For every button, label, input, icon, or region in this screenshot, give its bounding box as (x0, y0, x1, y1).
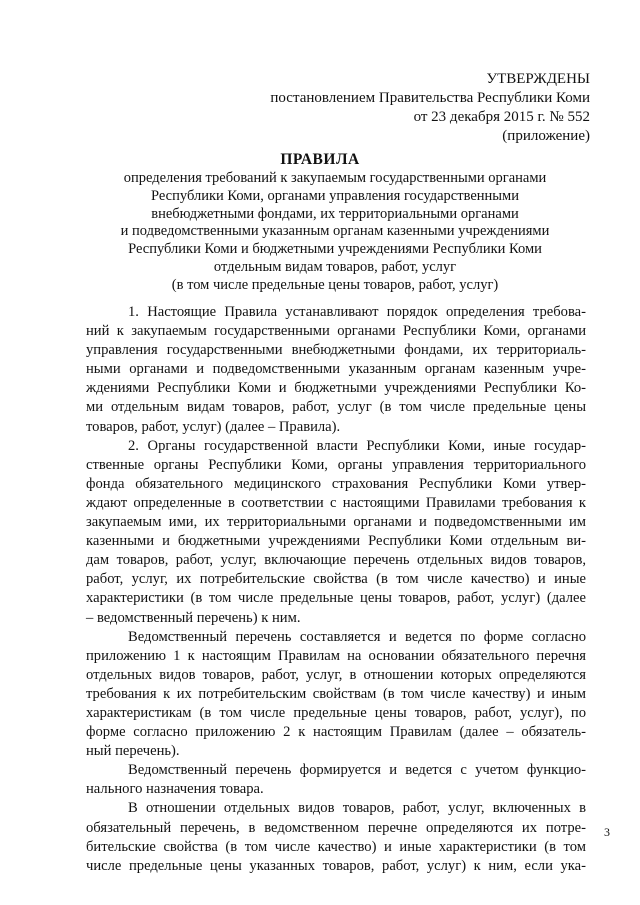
paragraph-line: ний к закупаемым государственными органами Республики Коми, органами (86, 323, 586, 340)
paragraph-line: 1. Настоящие Правила устанавливают порядок определения требова- (128, 304, 586, 320)
approval-date: от 23 декабря 2015 г. № 552 (413, 109, 590, 125)
paragraph-line: Ведомственный перечень формируется и ведется с учетом функцио- (128, 762, 586, 779)
paragraph-line: работ, услуг, их потребительские свойства (в том числе качество) и иные (86, 571, 586, 588)
subtitle-line: Республики Коми и бюджетными учреждениями Республики Коми (128, 241, 542, 258)
subtitle-line: (в том числе предельные цены товаров, работ, услуг) (171, 276, 499, 293)
paragraph (86, 799, 586, 875)
subtitle-line: внебюджетными фондами, их территориальными органами (151, 205, 519, 222)
paragraph-line: – ведомственный перечень) к ним. (86, 609, 301, 626)
paragraph-line: требования к их потребительским свойствам (в том числе качеству) и иным (86, 685, 586, 702)
paragraph-line: В отношении отдельных видов товаров, работ, услуг, включенных в (128, 800, 586, 817)
document-subtitle (95, 170, 575, 295)
paragraph-line: ными органами и подведомственными указанным органам казенным учре- (86, 361, 586, 378)
subtitle-line: Республики Коми, органами управления государственными (151, 187, 519, 204)
paragraph-line: числе предельные цены указанных товаров, работ, услуг) к ним, если ука- (86, 857, 586, 874)
paragraph-line: бительские свойства (в том числе качество) и иные характеристики (в том (86, 838, 586, 855)
approval-appendix: (приложение) (502, 128, 590, 144)
paragraph-line: ждают определенные в соответствии с настоящими Правилами требования к (86, 494, 586, 511)
paragraph (86, 437, 586, 628)
paragraph-line: форме согласно приложению 2 к настоящим Правилам (далее – обязатель- (86, 724, 586, 741)
paragraph-line: ный перечень). (86, 743, 180, 760)
paragraph-line: 2. Органы государственной власти Республики Коми, иные государ- (128, 437, 586, 454)
document-body (86, 303, 586, 876)
paragraph-line: отдельных видов товаров, работ, услуг, в отношении которых определяются (86, 666, 586, 683)
paragraph-line: дам товаров, работ, услуг, включающие перечень отдельных видов товаров, (86, 552, 586, 569)
paragraph-line: закупаемым ими, их территориальными органами и подведомственными им (86, 514, 586, 531)
approval-decree: постановлением Правительства Республики Коми (270, 90, 590, 106)
document-title: ПРАВИЛА (280, 151, 360, 168)
paragraph-line: казенными и бюджетными учреждениями Республики Коми отдельным ви- (86, 533, 586, 550)
paragraph-line: характеристики (в том числе предельные цены товаров, работ, услуг) (далее (86, 590, 586, 607)
subtitle-line: отдельным видам товаров, работ, услуг (213, 258, 457, 275)
paragraph-line: Ведомственный перечень составляется и ведется по форме согласно (128, 628, 586, 645)
paragraph-line: фонда обязательного медицинского страхования Республики Коми утвер- (86, 475, 586, 492)
paragraph (86, 303, 586, 437)
subtitle-line: определения требований к закупаемым государственными органами (123, 170, 547, 186)
paragraph-line: ждениями Республики Коми и бюджетными учреждениями Республики Ко- (86, 380, 586, 397)
paragraph-line: управления государственными внебюджетными фондами, их территориаль- (86, 342, 586, 359)
paragraph (86, 628, 586, 762)
paragraph-line: ми отдельным видам товаров, работ, услуг (в том числе предельные цены (86, 399, 586, 416)
paragraph-line: характеристикам (в том числе предельные цены товаров, работ, услуг), по (86, 704, 586, 721)
paragraph-line: товаров, работ, услуг) (далее – Правила). (86, 418, 341, 435)
paragraph-line: нального назначения товара. (86, 781, 264, 798)
paragraph-line: приложению 1 к настоящим Правилам на основании обязательного перечня (86, 647, 586, 664)
approval-heading: УТВЕРЖДЕНЫ (486, 71, 590, 87)
subtitle-line: и подведомственными указанным органам казенными учреждениями (120, 223, 550, 240)
paragraph-line: обязательный перечень, в ведомственном перечне определяются их потре- (86, 819, 586, 836)
page-number: 3 (604, 825, 610, 839)
approval-block (270, 70, 590, 146)
paragraph (86, 761, 586, 799)
paragraph-line: ственные органы Республики Коми, органы управления территориального (86, 456, 586, 473)
